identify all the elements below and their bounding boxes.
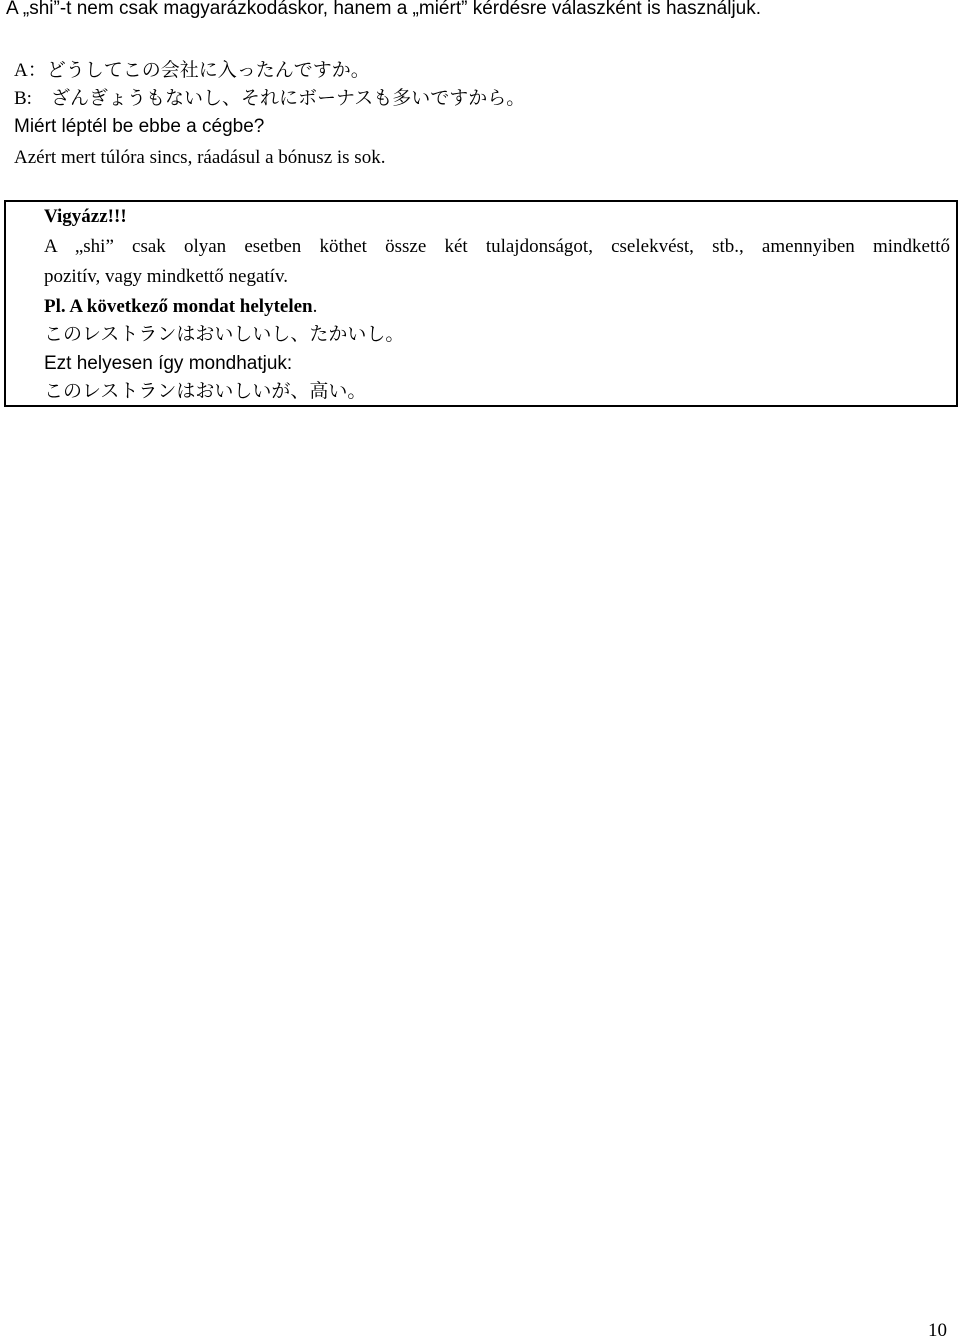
dialogue-line-b: B: ざんぎょうもないし、それにボーナスも多いですから。 [14,88,526,109]
rule-text-line-1: A „shi” csak olyan esetben köthet össze két tulajdonságot, cselekvést, stb., amennyiben mindkettő [44,236,950,257]
translation-question: Miért léptél be ebbe a cégbe? [14,116,265,137]
warning-heading: Vigyázz!!! [44,206,127,227]
intro-sentence: A „shi”-t nem csak magyarázkodáskor, hanem a „miért” kérdésre válaszként is használjuk. [6,0,762,19]
dialogue-line-a: A：どうしてこの会社に入ったんですか。 [14,60,370,81]
correct-intro: Ezt helyesen így mondhatjuk: [44,353,293,374]
correct-sentence: このレストランはおいしいが、高い。 [44,381,367,402]
example-label: Pl. A következő mondat helytelen. [44,296,318,317]
rule-text-line-2: pozitív, vagy mindkettő negatív. [44,266,288,287]
translation-answer: Azért mert túlóra sincs, ráadásul a bónusz is sok. [14,147,386,168]
page-number: 10 [928,1320,947,1341]
wrong-sentence: このレストランはおいしいし、たかいし。 [44,324,405,345]
